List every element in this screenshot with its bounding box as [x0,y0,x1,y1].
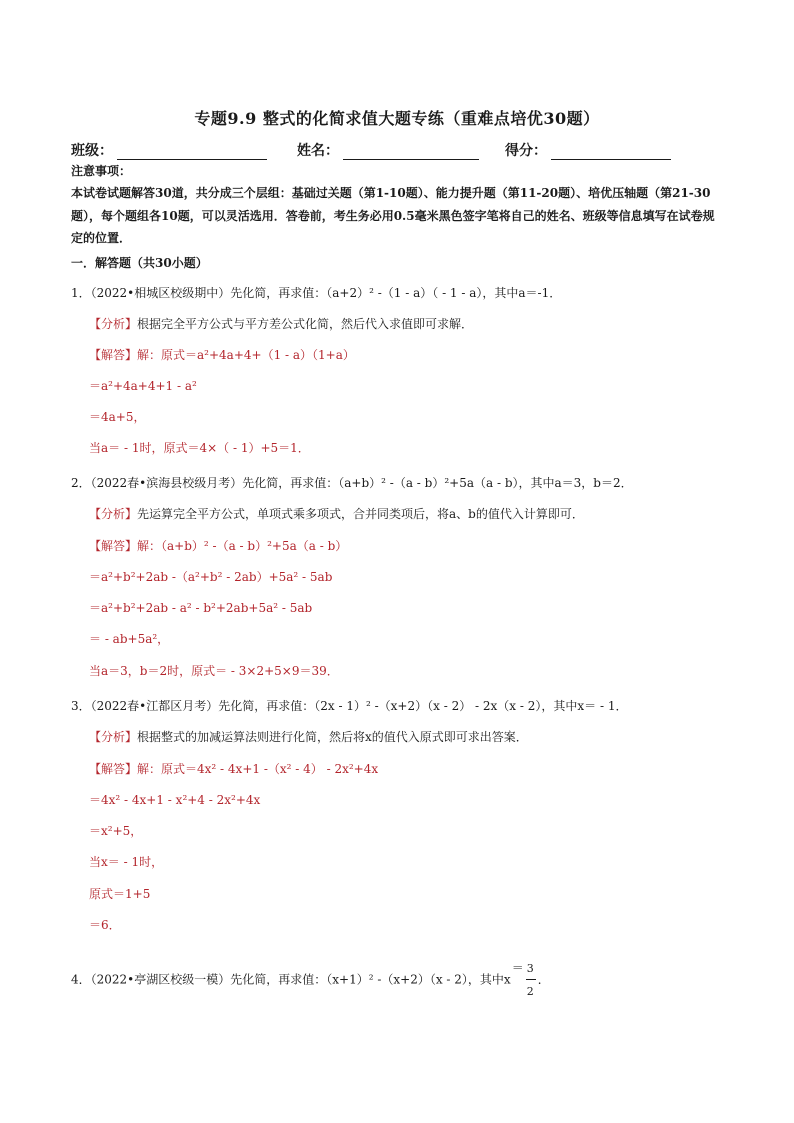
question-3-answer-line-3: ＝x²+5， [89,824,143,838]
question-2-analysis [89,505,584,522]
question-2-answer-line-2: ＝a²+b²+2ab -（a²+b² - 2ab）+5a² - 5ab [89,570,333,584]
question-1-answer-line-3: ＝4a+5， [89,410,146,424]
question-2-answer-line-1 [89,537,347,554]
question-3-analysis [89,728,528,745]
class-label: 班级： [71,143,113,159]
section-heading: 一．解答题（共30小题） [71,256,208,270]
answer-text: 解：原式＝4x² - 4x+1 -（x² - 4） - 2x²+4x [137,762,379,776]
class-blank-line[interactable] [117,146,267,160]
question-2-answer-line-3: ＝a²+b²+2ab - a² - b²+2ab+5a² - 5ab [89,601,313,615]
question-1-answer-line-4: 当a＝ - 1时，原式＝4×（ - 1）+5＝1． [89,441,310,455]
fraction-bar [526,979,536,980]
analysis-tag: 【分析】 [89,730,138,744]
fraction [524,962,538,998]
question-2-stem: 2．（2022春•滨海县校级月考）先化简，再求值：（a+b）² -（a - b）²+5a（a - b），其中a＝3，b＝2． [71,476,633,490]
answer-tag: 【解答】 [89,762,138,776]
student-info-row [71,140,711,160]
analysis-tag: 【分析】 [89,317,138,331]
analysis-text: 先运算完全平方公式，单项式乘多项式，合并同类项后，将a、b的值代入计算即可． [137,507,584,521]
question-3-answer-line-1 [89,760,378,777]
question-3-stem: 3．（2022春•江都区月考）先化简，再求值：（2x - 1）² -（x+2）（x - 2） - 2x（x - 2），其中x＝ - 1． [71,699,628,713]
equals-sign: ＝ [511,960,524,975]
score-blank-line[interactable] [551,146,671,160]
answer-tag: 【解答】 [89,348,138,362]
question-4-stem-text: 4．（2022•亭湖区校级一模）先化简，再求值：（x+1）² -（x+2）（x - 2），其中x [71,972,511,987]
answer-tag: 【解答】 [89,539,138,553]
question-2-answer-line-4: ＝ - ab+5a²， [89,632,170,646]
question-2-answer-line-5: 当a＝3，b＝2时，原式＝ - 3×2+5×9＝39． [89,664,339,678]
question-3-answer-line-2: ＝4x² - 4x+1 - x²+4 - 2x²+4x [89,793,261,807]
name-blank-line[interactable] [343,146,479,160]
notice-body: 本试卷试题解答30道，共分成三个层组：基础过关题（第1-10题）、能力提升题（第11-20题）、培优压轴题（第21-30题），每个题组各10题，可以灵活选用．答卷前，考生务必用0.5毫米黑色签字笔将自己的姓名、班级等信息填写在试卷规定的位置． [71,186,715,245]
fraction-numerator: 3 [526,962,534,975]
question-1-answer-line-1 [89,346,355,363]
analysis-tag: 【分析】 [89,507,138,521]
notice-title: 注意事项： [71,164,132,178]
question-1-stem: 1．（2022•相城区校级期中）先化简，再求值：（a+2）² -（1 - a）（ - 1 - a），其中a＝-1． [71,286,562,300]
name-label: 姓名： [297,143,339,159]
name-field[interactable] [297,140,479,160]
question-4-stem [71,962,550,998]
question-1-analysis [89,315,473,332]
question-3-answer-line-6: ＝6． [89,918,121,932]
fraction-denominator: 2 [526,985,534,998]
class-field[interactable] [71,140,267,160]
analysis-text: 根据完全平方公式与平方差公式化简，然后代入求值即可求解． [137,317,474,331]
analysis-text: 根据整式的加减运算法则进行化简，然后将x的值代入原式即可求出答案． [137,730,528,744]
answer-text: 解：（a+b）² -（a - b）²+5a（a - b） [137,539,348,553]
question-4-end: ． [537,972,550,987]
score-label: 得分： [505,143,547,159]
question-3-answer-line-5: 原式＝1+5 [89,887,151,901]
question-3-answer-line-4: 当x＝ - 1时， [89,855,164,869]
score-field[interactable] [505,140,671,160]
page-title: 专题9.9 整式的化简求值大题专练（重难点培优30题） [194,109,600,128]
answer-text: 解：原式＝a²+4a+4+（1 - a）（1+a） [137,348,355,362]
question-1-answer-line-2: ＝a²+4a+4+1 - a² [89,379,197,393]
